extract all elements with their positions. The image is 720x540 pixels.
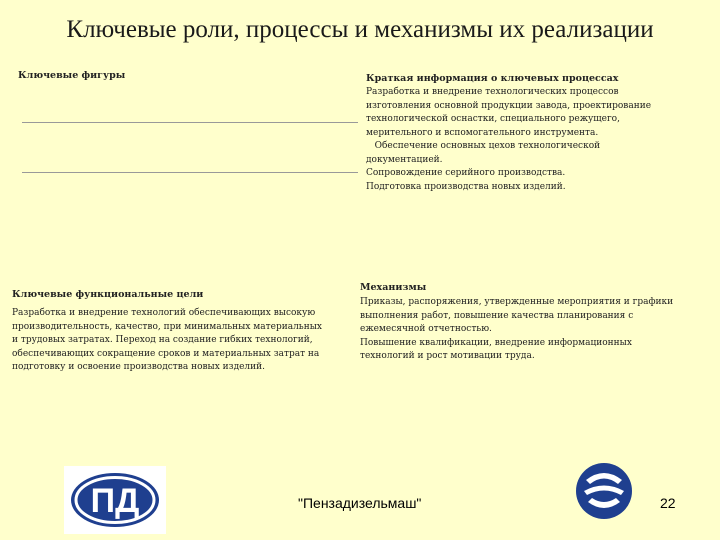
text-line: Повышение квалификации, внедрение информационных [360,337,632,348]
text-line: обеспечивающих сокращение сроков и материальных затрат на [12,348,320,359]
text-line: выполнения работ, повышение качества планирования с [360,310,634,321]
text-line: Приказы, распоряжения, утвержденные мероприятия и графики [360,297,674,307]
text-line: ежемесячной отчетностью. [360,324,492,334]
circular-emblem-logo-icon [574,458,634,524]
functional-goals-heading: Ключевые функциональные цели [12,289,204,300]
logo-letters: ПД [90,482,140,520]
text-line: технологий и рост мотивации труда. [360,351,535,361]
text-line: Разработка и внедрение технологий обеспечивающих высокую [12,308,316,318]
mechanisms-text [360,296,673,364]
key-figures-heading: Ключевые фигуры [18,70,126,81]
page-title: Ключевые роли, процессы и механизмы их реализации [66,16,654,43]
text-line: изготовления основной продукции завода, проектирование [366,100,652,111]
functional-goals-text [12,307,322,375]
text-line: Подготовка производства новых изделий. [366,181,566,192]
page-number: 22 [660,495,676,511]
text-line: Разработка и внедрение технологических процессов [366,87,619,97]
text-line: технологической оснастки, специального режущего, [366,114,620,124]
company-logo-pd-icon [64,466,166,534]
key-processes-heading: Краткая информация о ключевых процессах [366,73,619,84]
mechanisms-heading: Механизмы [360,282,427,293]
text-line: и трудовых затратах. Переход на создание гибких технологий, [12,335,313,345]
text-line: Сопровождение серийного производства. [366,168,566,178]
divider-line [22,122,358,123]
key-processes-text [366,86,651,194]
text-line: подготовку и освоение производства новых изделий. [12,362,266,372]
text-line: Обеспечение основных цехов технологической [366,141,601,151]
text-line: мерительного и вспомогательного инструмента. [366,127,599,138]
company-name: "Пензадизельмаш" [298,495,422,511]
divider-line [22,172,358,173]
text-line: производительность, качество, при минимальных материальных [12,321,322,332]
text-line: документацией. [366,154,443,165]
